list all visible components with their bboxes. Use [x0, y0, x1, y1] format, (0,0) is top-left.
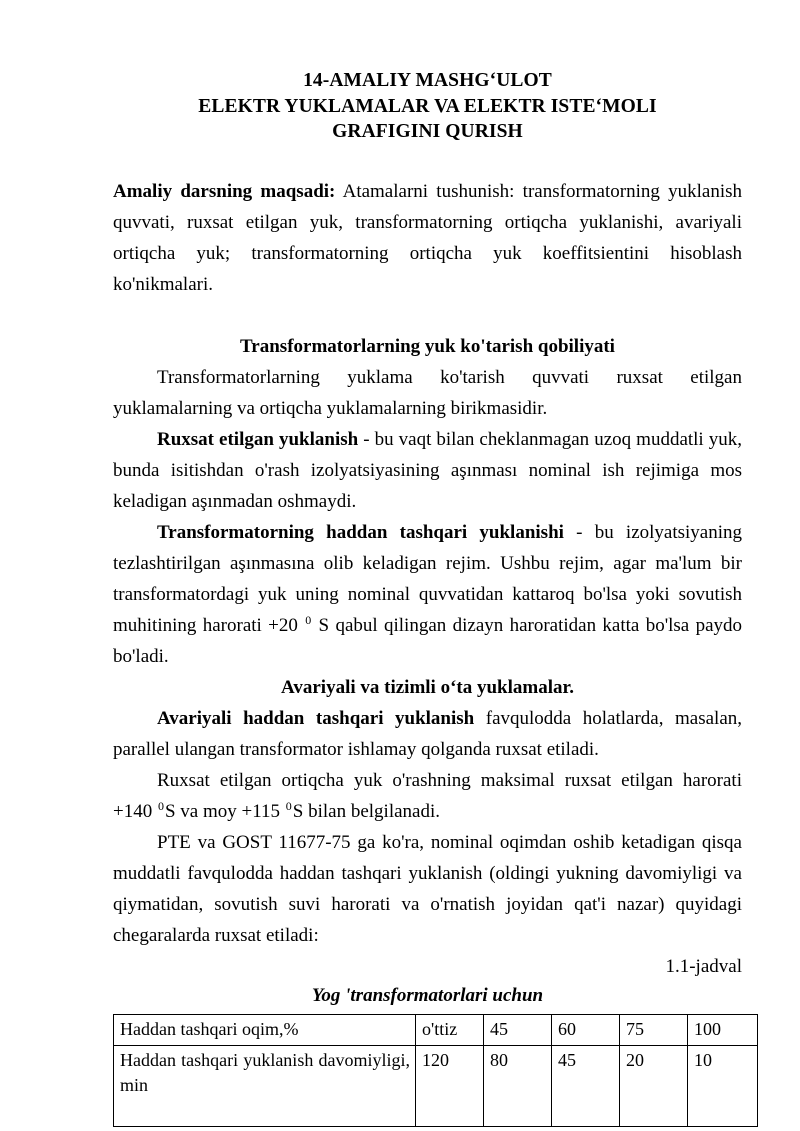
paragraph-temperature-limits [113, 765, 742, 827]
aim-label: Amaliy darsning maqsadi: [113, 180, 336, 202]
table-number-label: 1.1-jadval [665, 955, 742, 977]
title-line-3: GRAFIGINI QURISH [332, 121, 523, 142]
paragraph-permitted-load [113, 424, 742, 517]
aim-text: Atamalarni tushunish: transformatorning yuklanish quvvati, ruxsat etilgan yuk, transformatorning ortiqcha yuklanishi, avariyali ortiqcha yuk; transformatorning ortiqcha yuk koeffitsientini hisoblash ko'nikmalari. [113, 180, 743, 295]
emergency-label: Avariyali haddan tashqari yuklanish [157, 707, 475, 729]
overload-text-part-1: - bu izolyatsiyaning tezlashtirilgan aşınmasına olib keladigan rejim. Ushbu rejim, agar ma'lum bir transformatordagi yuk uning nominal quvvatidan kattaroq bo'lsa yoki sovutish muhitining harorati +20 [113, 521, 743, 636]
paragraph-emergency [113, 703, 742, 765]
table-cell-value: 75 [620, 1014, 688, 1045]
paragraph-standards: PTE va GOST 11677-75 ga ko'ra, nominal oqimdan oshib ketadigan qisqa muddatli favqulodda haddan tashqari yuklanish (oldingi yukning davomiyligi va qiymatidan, sovutish suvi harorati va o'rnatish joyidan qat'i nazar) quyidagi chegaralarda ruxsat etiladi: [113, 831, 742, 946]
table-cell-value: 80 [484, 1045, 552, 1126]
table-cell-value: 20 [620, 1045, 688, 1126]
title-line-2: ELEKTR YUKLAMALAR VA ELEKTR ISTE‘MOLI [198, 95, 657, 117]
limits-text-part-1: Ruxsat etilgan ortiqcha yuk o'rashning maksimal ruxsat etilgan harorati +140 [113, 769, 742, 822]
table-cell-value: 60 [552, 1014, 620, 1045]
spacer-after-aim [113, 300, 742, 331]
permitted-load-label: Ruxsat etilgan yuklanish [157, 428, 359, 450]
table-cell-value: 10 [688, 1045, 758, 1126]
degree-superscript-115c: 0 [285, 798, 292, 813]
paragraph-overload [113, 517, 742, 672]
limits-text-part-2: S va moy +115 [164, 800, 285, 822]
paragraph-capacity: Transformatorlarning yuklama ko'tarish quvvati ruxsat etilgan yuklamalarning va ortiqcha yuklamalarning birikmasidir. [113, 366, 742, 419]
spacer-after-title [113, 145, 742, 176]
page-title [113, 68, 742, 145]
limits-text-part-3: S bilan belgilanadi. [292, 800, 440, 822]
heading-load-capacity: Transformatorlarning yuk ko'tarish qobiliyati [240, 335, 615, 357]
table-row-label: Haddan tashqari oqim,% [114, 1014, 416, 1045]
overload-text-part-2: S qabul qilingan dizayn haroratidan katta bo'lsa paydo bo'ladi. [113, 614, 742, 667]
page-content [113, 68, 742, 1127]
table-row [114, 1045, 758, 1126]
table-cell-value: 45 [552, 1045, 620, 1126]
table-cell-value: 45 [484, 1014, 552, 1045]
table-cell-value: 120 [416, 1045, 484, 1126]
heading-emergency-overload: Avariyali va tizimli o‘ta yuklamalar. [281, 676, 574, 698]
table-caption: Yog 'transformatorlari uchun [311, 984, 544, 1006]
permitted-load-text: - bu vaqt bilan cheklanmagan uzoq muddatli yuk, bunda isitishdan o'rash izolyatsiyasining aşınması nominal ish rejimiga mos keladigan aşınmadan oshmaydi. [113, 428, 742, 512]
overload-label: Transformatorning haddan tashqari yuklanishi [157, 521, 564, 543]
overload-limits-table [113, 1014, 758, 1127]
emergency-text: favqulodda holatlarda, masalan, parallel ulangan transformator ishlamay qolganda ruxsat etiladi. [113, 707, 743, 760]
table-row [114, 1014, 758, 1045]
table-cell-value: o'ttiz [416, 1014, 484, 1045]
paragraph-aim [113, 176, 742, 300]
table-body [114, 1014, 758, 1126]
table-cell-value: 100 [688, 1014, 758, 1045]
degree-superscript-140c: 0 [157, 798, 164, 813]
table-row-label: Haddan tashqari yuklanish davomiyligi, min [114, 1045, 416, 1126]
degree-superscript-20c: 0 [305, 612, 312, 627]
title-line-1: 14-AMALIY MASHG‘ULOT [303, 70, 552, 91]
